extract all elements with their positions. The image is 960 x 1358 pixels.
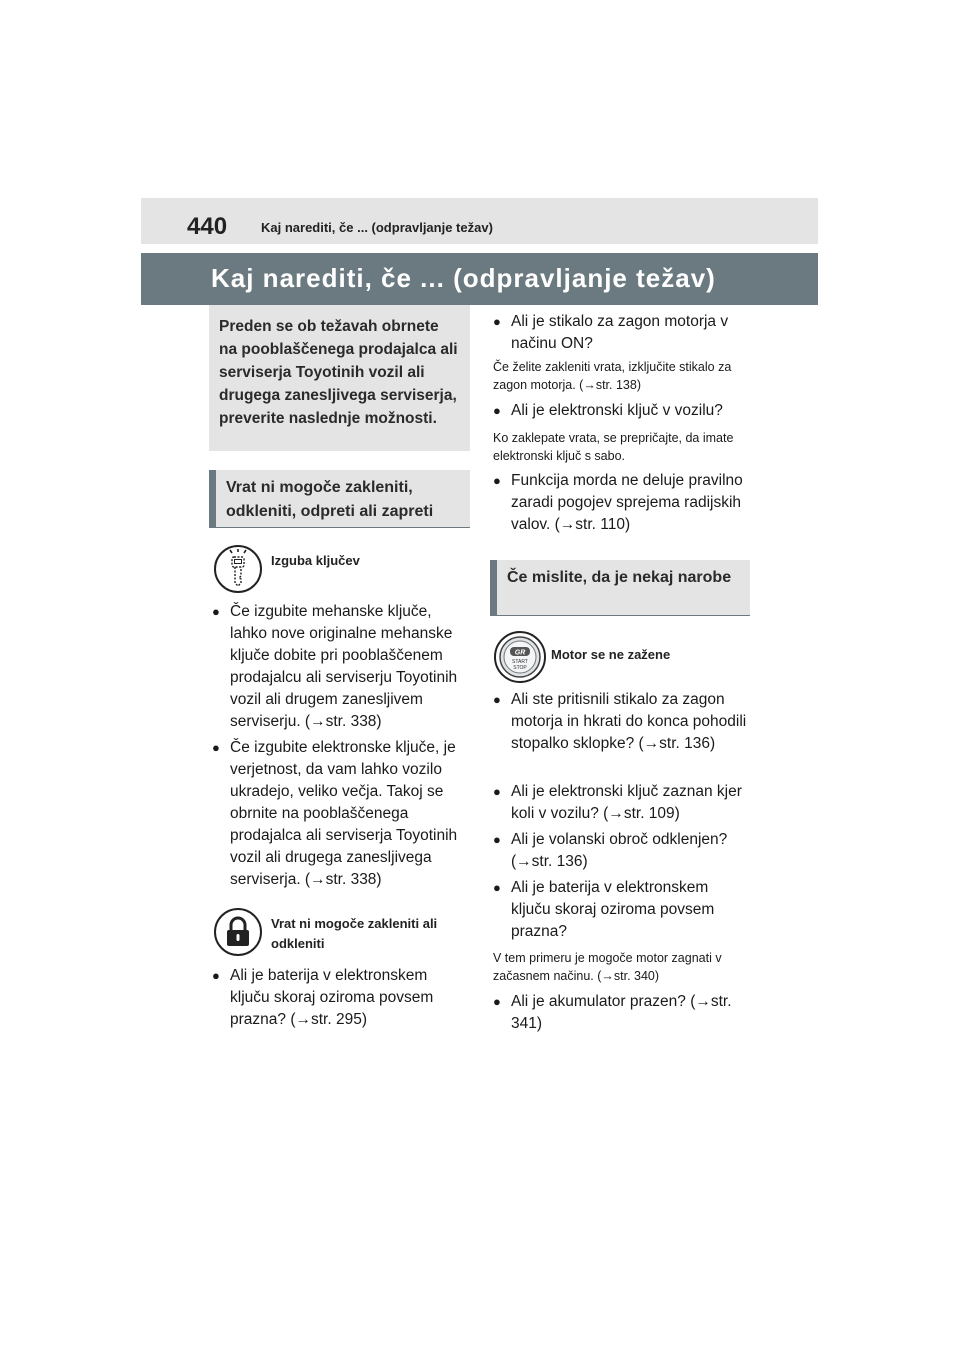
page-title: Kaj narediti, če ... (odpravljanje težav) — [211, 263, 716, 293]
note-turn-off-switch: Če želite zakleniti vrata, izključite stikalo za zagon motorja. (→str. 138) — [493, 360, 732, 392]
engine-start-row — [494, 631, 670, 683]
note-carry-key: Ko zaklepate vrata, se prepričajte, da imate elektronski ključ s sabo. — [493, 431, 734, 463]
bullet-lost-mechanical-keys: ● Če izgubite mehanske ključe, lahko nove originalne mehanske ključe dobite pri pooblaščenem prodajalcu ali serviserju Toyotinih vozil ali drugem zanesljivem serviserju. (→str. 338) — [212, 601, 470, 733]
lock-row — [214, 908, 461, 956]
bullet-steering-unlocked: ● Ali je volanski obroč odklenjen? (→str. 136) — [493, 829, 751, 873]
start-stop-button-icon — [494, 631, 546, 683]
bullet-key-battery-empty: ● Ali je baterija v elektronskem ključu skoraj oziroma povsem prazna? — [493, 877, 751, 943]
engine-not-start-label: Motor se ne zažene — [551, 647, 671, 662]
bullet-engine-switch-on: ● Ali je stikalo za zagon motorja v načinu ON? — [493, 311, 751, 355]
section-heading-something-wrong: Če mislite, da je nekaj narobe — [490, 560, 750, 616]
stop-text: STOP — [513, 665, 527, 671]
bullet-radio-reception: ● Funkcija morda ne deluje pravilno zaradi pogojev sprejema radijskih valov. (→str. 110) — [493, 470, 751, 536]
lost-keys-row — [214, 545, 360, 593]
note-temporary-mode: V tem primeru je mogoče motor zagnati v začasnem načinu. (→str. 340) — [493, 951, 722, 983]
lost-keys-label: Izguba ključev — [271, 553, 360, 568]
intro-box: Preden se ob težavah obrnete na pooblaščenega prodajalca ali serviserja Toyotinih vozil ali drugega zanesljivega serviserja, preverite naslednje možnosti. — [209, 305, 470, 451]
bullet-clutch-pedal: ● Ali ste pritisnili stikalo za zagon motorja in hkrati do konca pohodili stopalko sklopke? (→str. 136) — [493, 689, 751, 755]
page-title-banner — [141, 253, 818, 305]
key-icon — [214, 545, 262, 593]
bullet-key-in-vehicle: ● Ali je elektronski ključ v vozilu? — [493, 400, 751, 422]
bullet-key-battery: ● Ali je baterija v elektronskem ključu skoraj oziroma povsem prazna? (→str. 295) — [212, 965, 470, 1031]
start-text: START — [512, 659, 528, 665]
gr-logo-text: GR — [514, 649, 526, 657]
lock-label: Vrat ni mogoče zakleniti ali odkleniti — [271, 916, 438, 951]
bullet-battery-flat: ● Ali je akumulator prazen? (→str. 341) — [493, 991, 751, 1035]
bullet-lost-electronic-keys: ● Če izgubite elektronske ključe, je verjetnost, da vam lahko vozilo ukradejo, veliko večja. Takoj se obrnite na pooblaščenega prodajalca ali serviserja Toyotinih vozil ali drugega zanesljivega serviserja. (→str. 338) — [212, 737, 470, 891]
running-title: Kaj narediti, če ... (odpravljanje težav) — [261, 220, 493, 235]
page-number: 440 — [187, 213, 228, 240]
section-heading-doors: Vrat ni mogoče zakleniti, odkleniti, odpreti ali zapreti — [209, 470, 470, 528]
bullet-key-detected: ● Ali je elektronski ključ zaznan kjer koli v vozilu? (→str. 109) — [493, 781, 751, 825]
padlock-icon — [214, 908, 262, 956]
